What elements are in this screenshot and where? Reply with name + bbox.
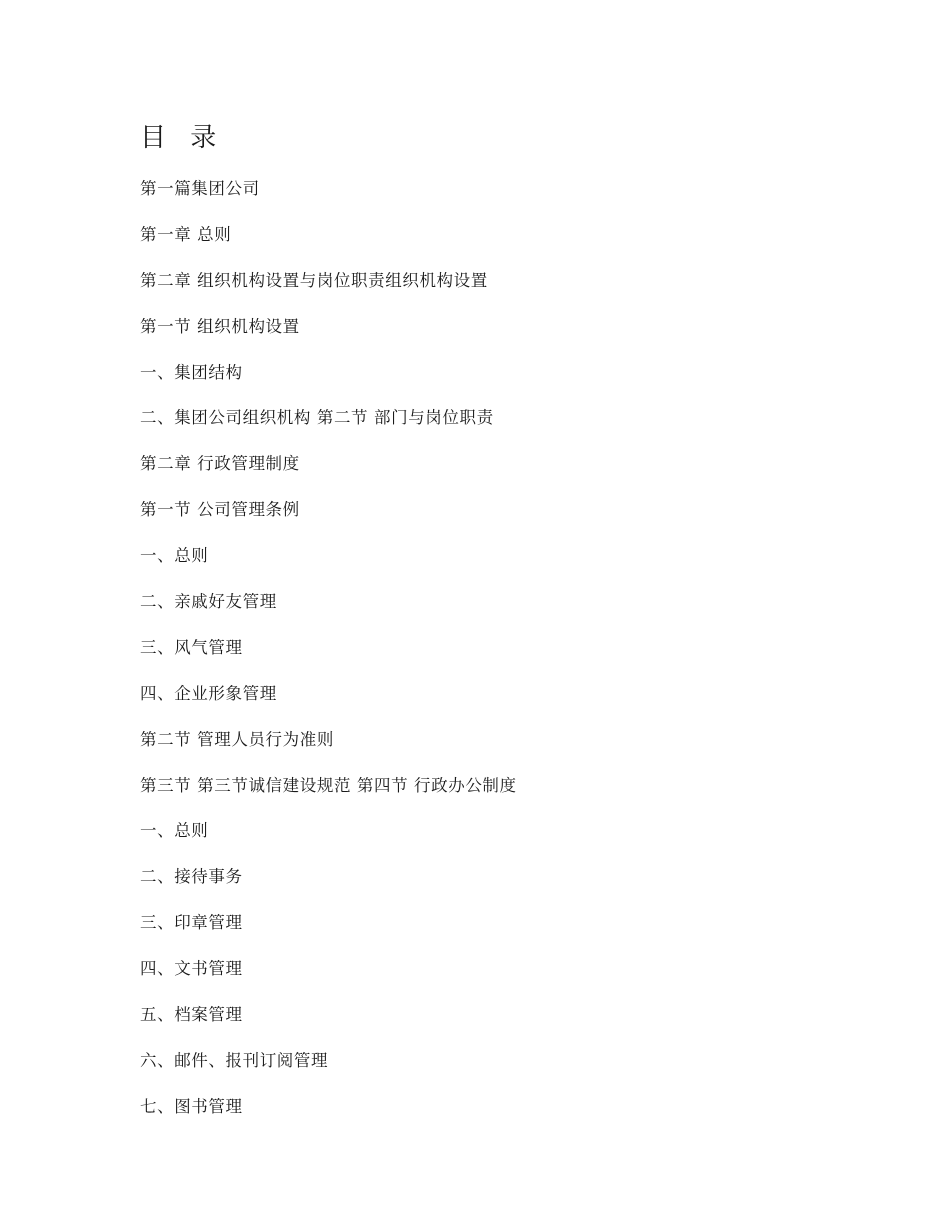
toc-item: 第三节 第三节诚信建设规范 第四节 行政办公制度 <box>140 775 517 795</box>
toc-item: 第一篇集团公司 <box>140 179 260 198</box>
toc-item: 第一节 公司管理条例 <box>140 500 300 520</box>
toc-item: 二、接待事务 <box>140 867 243 887</box>
toc-list <box>140 174 517 1138</box>
toc-item: 三、印章管理 <box>140 913 243 933</box>
toc-item: 六、邮件、报刊订阅管理 <box>140 1050 329 1070</box>
toc-item: 第一章 总则 <box>140 224 232 244</box>
toc-item: 第二章 组织机构设置与岗位职责组织机构设置 <box>140 270 488 290</box>
toc-item: 第二节 管理人员行为准则 <box>140 729 334 749</box>
toc-item: 七、图书管理 <box>140 1096 243 1116</box>
toc-item: 二、集团公司组织机构 第二节 部门与岗位职责 <box>140 408 494 428</box>
toc-item: 第二章 行政管理制度 <box>140 454 300 474</box>
toc-item: 四、企业形象管理 <box>140 683 277 703</box>
toc-title: 目 录 <box>140 123 225 153</box>
toc-item: 三、风气管理 <box>140 637 243 657</box>
toc-item: 一、集团结构 <box>140 362 243 382</box>
toc-item: 第一节 组织机构设置 <box>140 316 300 336</box>
toc-item: 一、总则 <box>140 821 209 841</box>
toc-item: 二、亲戚好友管理 <box>140 592 277 612</box>
toc-item: 一、总则 <box>140 546 209 566</box>
toc-item: 四、文书管理 <box>140 959 243 979</box>
toc-item: 五、档案管理 <box>140 1005 243 1025</box>
